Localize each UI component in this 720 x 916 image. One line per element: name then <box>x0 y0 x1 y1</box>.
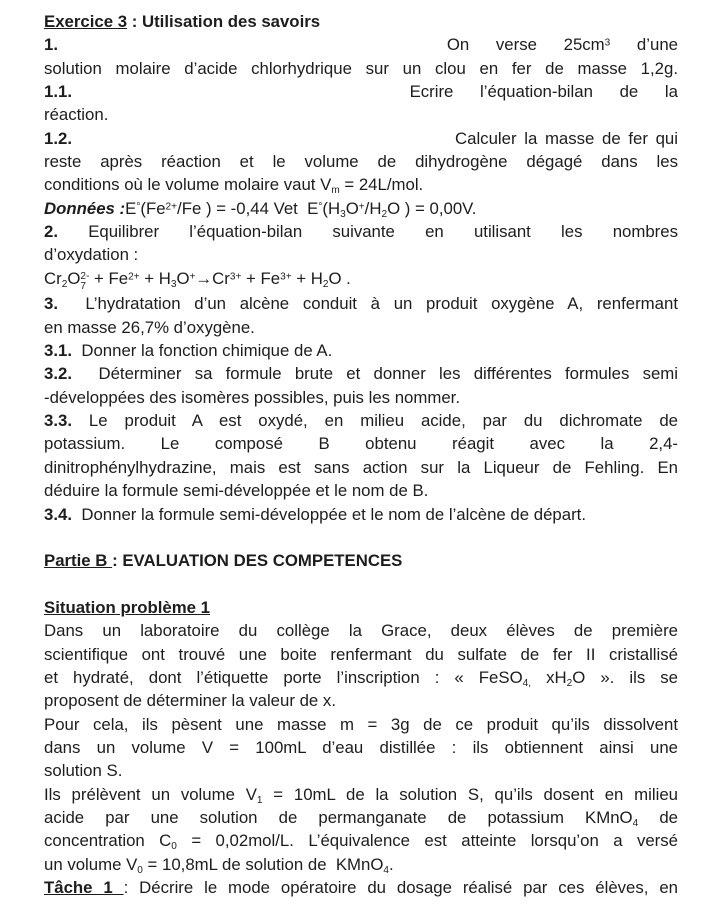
superscript: 3 <box>604 37 611 49</box>
text-segment: 2. <box>44 222 58 242</box>
text-segment: 3.3. <box>44 411 72 431</box>
text-segment: scientifique ont trouvé une boite renfermant du sulfate de fer II cristallisé <box>44 644 678 664</box>
subscript: 4 <box>632 817 639 829</box>
item-3-3 <box>44 409 678 432</box>
item-3-2 <box>44 362 678 385</box>
text-segment: -développées des isomères possibles, puis les nommer. <box>44 387 461 407</box>
situation-text-4 <box>44 689 678 712</box>
situation-text-8 <box>44 783 678 806</box>
text-segment: O <box>67 268 81 288</box>
item-1-1-text <box>44 103 678 126</box>
item-1-1 <box>44 80 678 103</box>
text-segment: Situation problème 1 <box>44 597 210 617</box>
item-3-3-text3 <box>44 479 678 502</box>
item-1-2 <box>44 127 678 150</box>
partie-b-heading <box>44 549 678 572</box>
text-segment: Pour cela, ils pèsent une masse m = 3g de ce produit qu’ils dissolvent <box>44 714 678 734</box>
item-1-2-text2 <box>44 173 678 196</box>
subscript: 4 <box>383 864 390 876</box>
redox-equation <box>44 267 678 293</box>
text-segment: Données : <box>44 198 126 218</box>
text-segment: Déterminer sa formule brute et donner les différentes formules semi <box>72 364 678 384</box>
superscript: 2+ <box>165 201 178 213</box>
text-segment: Dans un laboratoire du collège la Grace, deux élèves de première <box>44 621 678 641</box>
text-segment: Partie B <box>44 551 113 571</box>
text-segment: /Fe ) = -0,44 Vet E <box>177 198 319 218</box>
text-segment: E <box>125 198 137 218</box>
text-segment: = 10,8mL de solution de KMnO <box>142 854 384 874</box>
text-segment: et hydraté, dont l’étiquette porte l’inscription : « FeSO <box>44 667 523 687</box>
text-segment: + Fe <box>241 268 281 288</box>
item-3-3-text2 <box>44 456 678 479</box>
text-segment: reste après réaction et le volume de dihydrogène dégagé dans les <box>44 152 678 172</box>
line-text <box>455 127 678 150</box>
line-text <box>447 33 678 56</box>
subscript: 2 <box>322 278 329 290</box>
subscript: m <box>331 185 340 197</box>
text-segment: (Fe <box>140 198 166 218</box>
text-segment: O ». ils se <box>572 667 678 687</box>
situation-text-6 <box>44 736 678 759</box>
text-segment: 3.2. <box>44 364 72 384</box>
item-2-text <box>44 243 678 266</box>
text-segment: : Décrire le mode opératoire du dosage réalisé par ces élèves, en <box>123 878 678 897</box>
item-3-3-text <box>44 432 678 455</box>
text-segment: dans un volume V = 100mL d’eau distillée : ils obtiennent ainsi une <box>44 737 678 757</box>
situation-text-10 <box>44 829 678 852</box>
situation-text-2 <box>44 643 678 666</box>
text-segment: + H <box>291 268 323 288</box>
blank-line <box>44 573 678 596</box>
text-segment: + H <box>139 268 171 288</box>
text-segment: réaction. <box>44 105 109 125</box>
text-segment: Exercice 3 <box>44 12 128 31</box>
line-text <box>410 80 678 103</box>
text-segment: 3. <box>44 294 58 314</box>
text-segment: = 10mL de la solution S, qu’ils dosent en milieu <box>262 784 678 804</box>
text-segment: d’une <box>610 35 678 55</box>
text-segment: un volume V <box>44 854 138 874</box>
text-segment: dinitrophénylhydrazine, mais est sans action sur la Liqueur de Fehling. En <box>44 457 678 477</box>
text-segment: potassium. Le composé B obtenu réagit avec la 2,4- <box>44 434 678 454</box>
subscript: 3 <box>170 278 177 290</box>
text-segment: Le produit A est oxydé, en milieu acide, par du dichromate de <box>72 411 678 431</box>
text-segment: /H <box>364 198 382 218</box>
text-segment: xH <box>531 667 567 687</box>
text-segment: Calculer la masse de fer qui <box>455 128 678 148</box>
situation-text-11 <box>44 853 678 876</box>
situation-text-5 <box>44 713 678 736</box>
text-segment: Donner la fonction chimique de A. <box>72 341 333 361</box>
superscript: ° <box>136 201 141 213</box>
subscript: 7 <box>80 281 86 293</box>
item-1-2-text <box>44 150 678 173</box>
text-segment: + Fe <box>89 268 129 288</box>
text-segment: = 24L/mol. <box>339 175 424 195</box>
text-segment: Cr <box>44 268 62 288</box>
text-segment: = 0,02mol/L. L’équivalence est atteinte lorsqu’on a versé <box>176 831 678 851</box>
text-segment: O . <box>328 268 351 288</box>
text-segment: O ) = 0,00V. <box>387 198 477 218</box>
text-segment: proposent de déterminer la valeur de x. <box>44 691 336 711</box>
text-segment: →Cr <box>195 268 230 288</box>
item-3-4 <box>44 503 678 526</box>
sub-sup-stack <box>80 272 89 292</box>
text-segment: (H <box>322 198 341 218</box>
superscript: 3+ <box>229 271 242 283</box>
superscript: ° <box>318 201 323 213</box>
text-segment: 1. <box>44 35 58 55</box>
situation-text-9 <box>44 806 678 829</box>
subscript: 2 <box>381 208 388 220</box>
situation-text-7 <box>44 759 678 782</box>
blank-line <box>44 526 678 549</box>
situation-text-1 <box>44 619 678 642</box>
text-segment: 1.1. <box>44 82 72 102</box>
text-segment: On verse 25cm <box>446 35 605 55</box>
tache-1-heading <box>44 876 678 899</box>
subscript: 4, <box>522 677 532 689</box>
text-segment: en masse 26,7% d’oxygène. <box>44 317 255 337</box>
superscript: 2- <box>80 271 90 283</box>
item-3 <box>44 292 678 315</box>
text-segment: 3.4. <box>44 504 72 524</box>
text-segment: solution S. <box>44 761 123 781</box>
text-segment: 3.1. <box>44 341 72 361</box>
text-segment: de <box>638 807 678 827</box>
item-3-1 <box>44 339 678 362</box>
subscript: 2 <box>61 278 68 290</box>
text-segment: conditions où le volume molaire vaut V <box>44 175 332 195</box>
item-3-text <box>44 316 678 339</box>
subscript: 2 <box>566 677 573 689</box>
situation-probleme-1-heading <box>44 596 678 619</box>
text-segment: d’oxydation : <box>44 245 139 265</box>
text-segment: 1.2. <box>44 128 72 148</box>
subscript: 0 <box>137 864 143 876</box>
text-segment: acide par une solution de permanganate de potassium KMnO <box>44 807 633 827</box>
superscript: 3+ <box>280 271 292 283</box>
text-segment: Tâche 1 <box>44 878 124 897</box>
situation-text-3 <box>44 666 678 689</box>
subscript: 1 <box>256 794 263 806</box>
text-segment: : EVALUATION DES COMPETENCES <box>112 551 403 571</box>
text-segment: O <box>176 268 190 288</box>
item-1 <box>44 33 678 56</box>
superscript: + <box>189 271 196 283</box>
text-segment: Equilibrer l’équation-bilan suivante en utilisant les nombres <box>58 222 678 242</box>
text-segment: déduire la formule semi-développée et le nom de B. <box>44 481 429 501</box>
donnees-line <box>44 197 678 220</box>
item-2 <box>44 220 678 243</box>
text-segment: O <box>345 198 359 218</box>
text-segment: : Utilisation des savoirs <box>127 12 321 31</box>
superscript: + <box>358 201 365 213</box>
subscript: 3 <box>340 208 346 220</box>
subscript: 0 <box>171 841 177 853</box>
text-segment: L’hydratation d’un alcène conduit à un produit oxygène A, renfermant <box>58 294 678 314</box>
item-1-text <box>44 57 678 80</box>
text-segment: concentration C <box>44 831 172 851</box>
text-segment: solution molaire d’acide chlorhydrique sur un clou en fer de masse 1,2g. <box>44 58 678 78</box>
text-segment: Donner la formule semi-développée et le nom de l’alcène de départ. <box>72 504 586 524</box>
text-segment: Ils prélèvent un volume V <box>44 784 257 804</box>
superscript: 2+ <box>128 271 140 283</box>
item-3-2-text <box>44 386 678 409</box>
text-segment: . <box>389 854 394 874</box>
exercise-3-heading <box>44 10 678 33</box>
text-segment: Ecrire l’équation-bilan de la <box>409 82 678 102</box>
